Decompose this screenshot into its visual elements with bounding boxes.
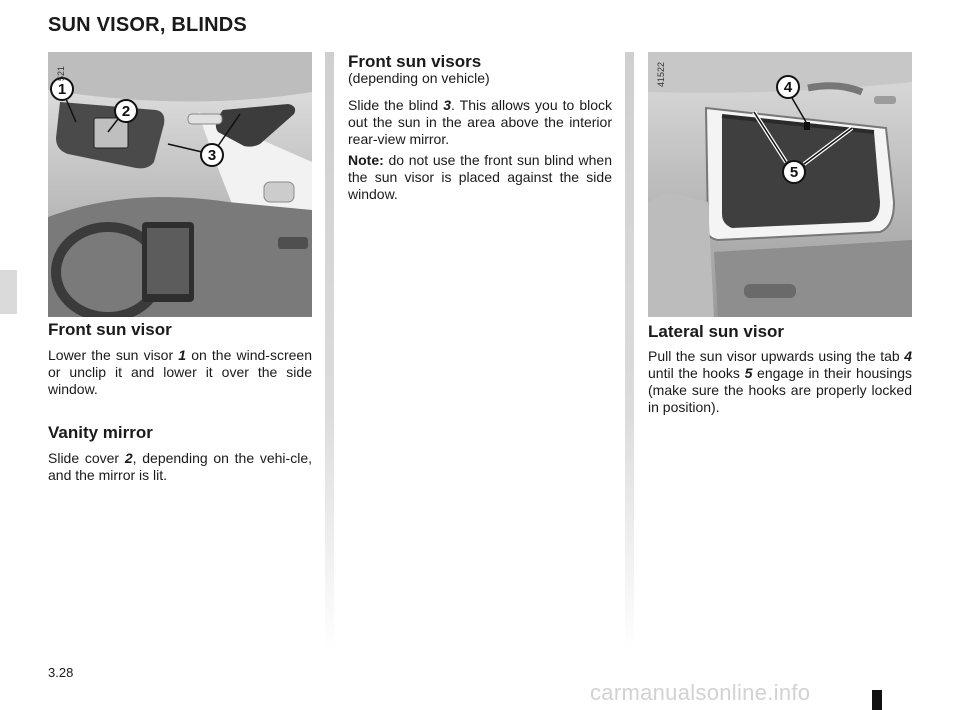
note-paragraph: Note: do not use the front sun blind when the sun visor is placed against the side window. [348,152,612,202]
column-divider-left [325,52,334,652]
front-sun-visor-text: Lower the sun visor 1 on the wind-screen or unclip it and lower it over the side window. [48,347,312,397]
callout-5-label: 5 [789,164,799,181]
page-title: SUN VISOR, BLINDS [48,14,247,36]
front-sun-visor-heading: Front sun visor [48,320,172,339]
callout-1-label: 1 [57,81,67,98]
watermark: carmanualsonline.info [590,680,811,705]
front-sun-visors-text: Slide the blind 3. This allows you to block out the sun in the area above the interior rear-view mirror. [348,97,612,147]
corner-marker [872,690,882,710]
column-divider-right [625,52,634,652]
ref-3: 3 [443,97,452,113]
callout-4-label: 4 [783,79,793,96]
ref-4: 4 [904,348,912,364]
lateral-sun-visor-heading: Lateral sun visor [648,322,785,341]
ref-1: 1 [178,347,187,363]
page-number: 3.28 [48,665,74,680]
vanity-mirror-heading: Vanity mirror [48,423,153,442]
vanity-mirror-text: Slide cover 2, depending on the vehi-cle, and the mirror is lit. [48,450,312,483]
note-label: Note: [348,152,384,168]
chapter-tab [0,270,17,314]
callout-2-label: 2 [121,103,131,120]
front-sun-visors-heading: Front sun visors [348,52,482,71]
ref-2: 2 [124,450,133,466]
lateral-sun-visor-text: Pull the sun visor upwards using the tab 4 until the hooks 5 engage in their housings (make sure the hooks are properly locked in position). [648,348,912,415]
front-visor-illustration [48,52,312,317]
callout-3-label: 3 [207,147,217,164]
ref-5: 5 [744,365,753,381]
lateral-visor-illustration [648,52,912,317]
figure-code-left: 521 [56,66,66,82]
figure-code-right: 41522 [656,62,666,88]
front-sun-visors-subheading: (depending on vehicle) [348,70,490,86]
lateral-visor-drawing [648,52,912,317]
front-visor-drawing [48,52,312,317]
